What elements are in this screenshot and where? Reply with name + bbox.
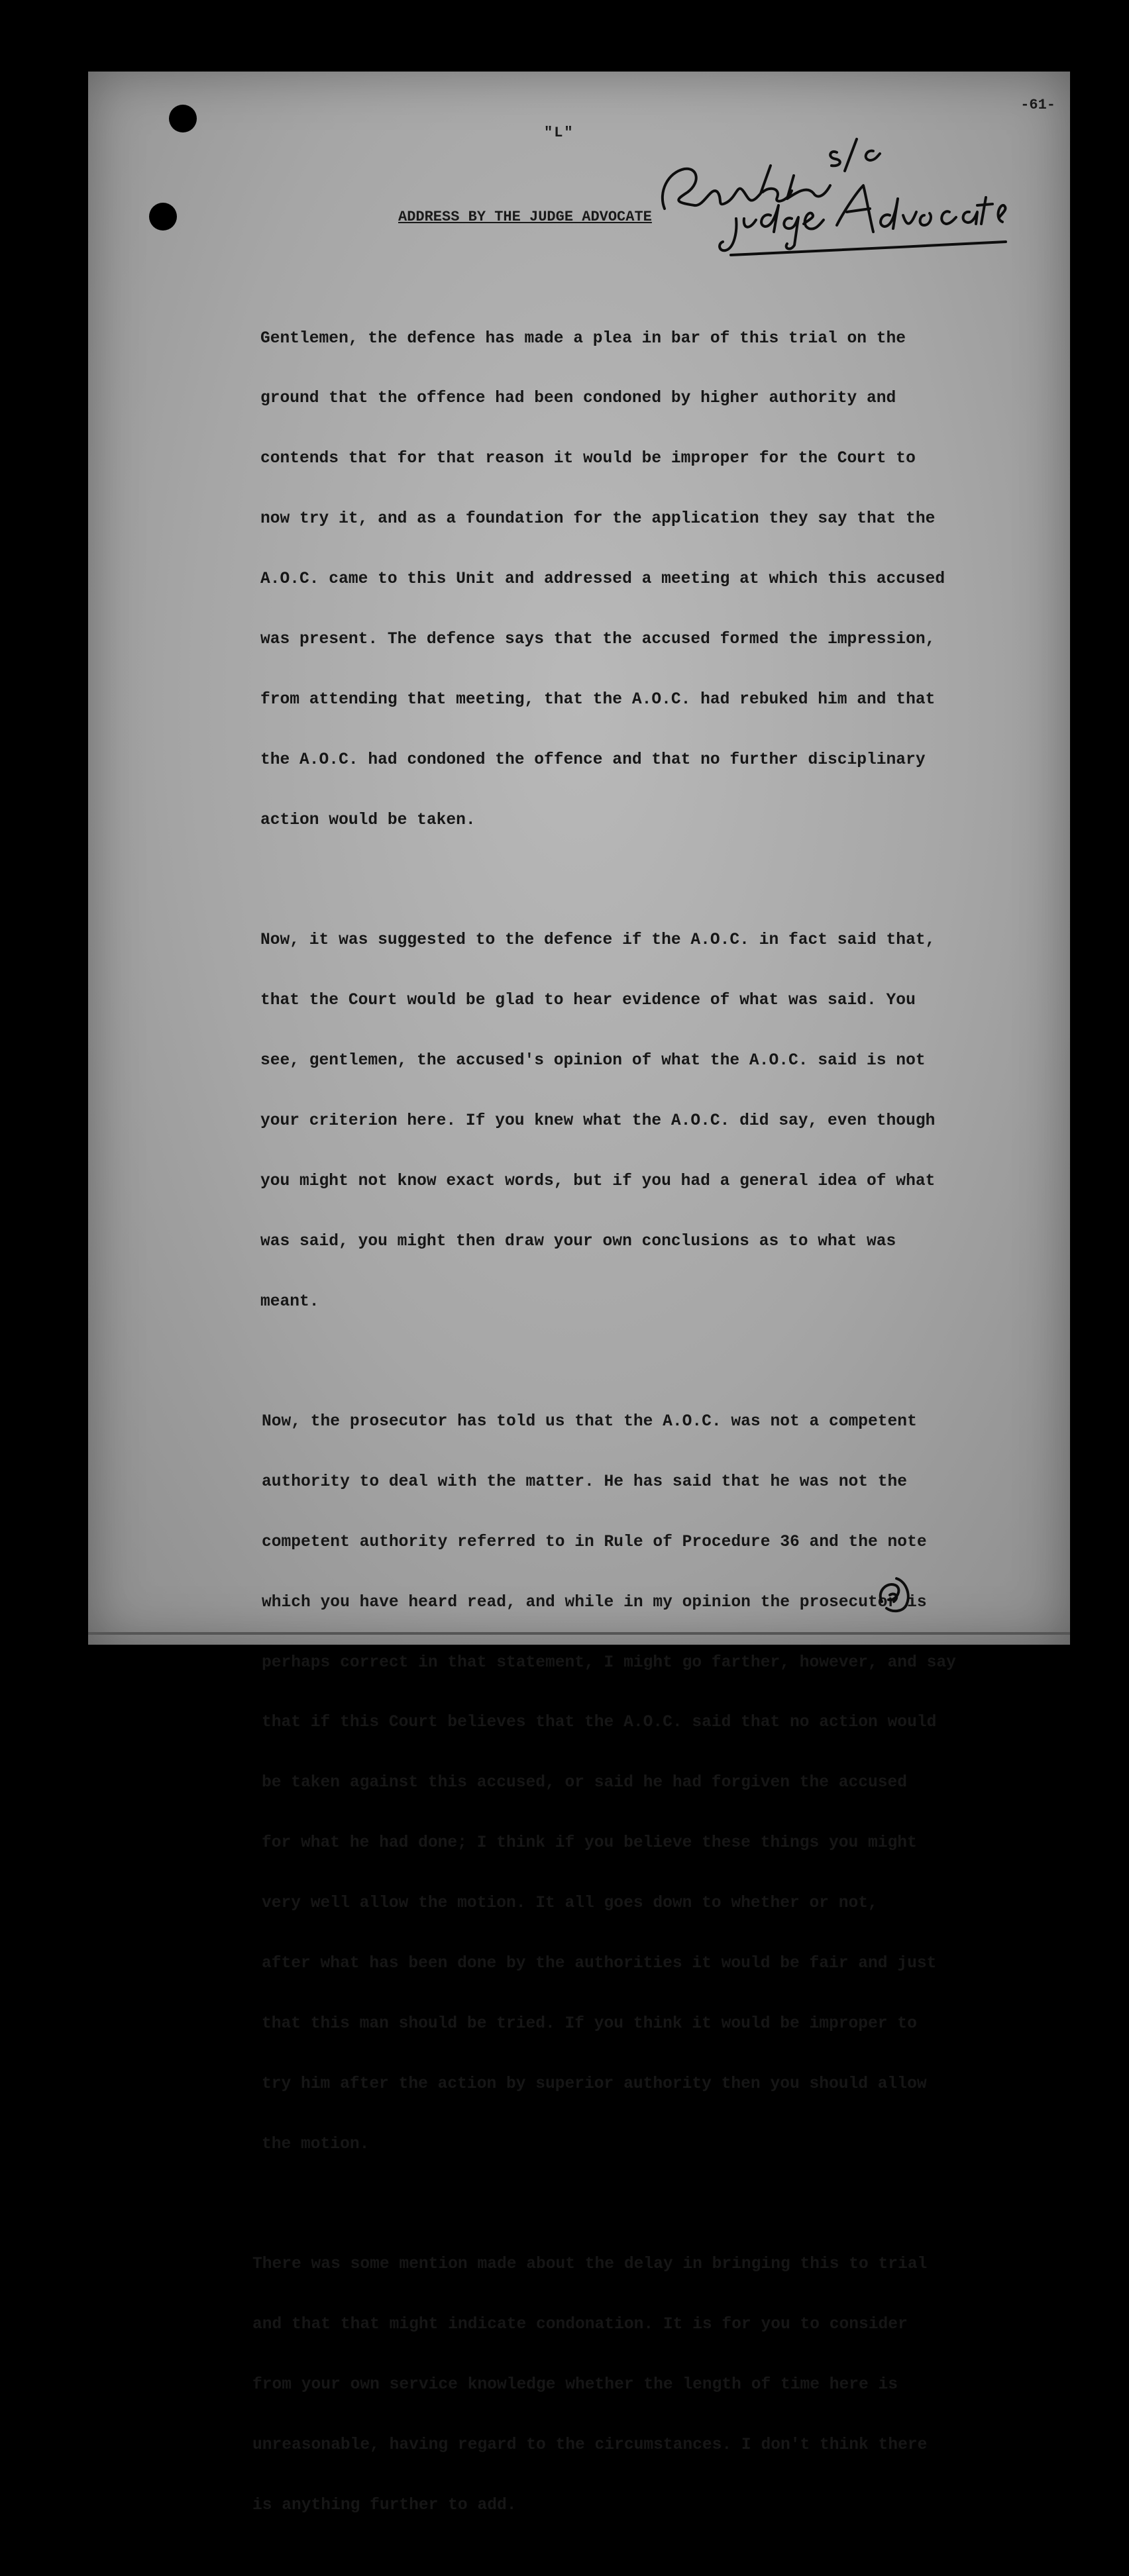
punch-hole-icon [149,203,177,231]
text-line: and that that might indicate condonation. It is for you to consider [252,2316,908,2334]
text-line: Now, it was suggested to the defence if the A.O.C. in fact said that, [260,931,936,950]
text-line: be taken against this accused, or said he had forgiven the accused [262,1774,908,1792]
text-line: for what he had done; I think if you believe these things you might [262,1834,917,1853]
page-number: -61- [1020,97,1055,113]
text-line: that if this Court believes that the A.O.C. said that no action would [262,1714,937,1732]
exhibit-mark: "L" [544,125,574,141]
text-line: after what has been done by the authorities it would be fair and just [262,1955,937,1973]
document-title: ADDRESS BY THE JUDGE ADVOCATE [398,209,652,225]
text-line: see, gentlemen, the accused's opinion of what the A.O.C. said is not [260,1051,926,1070]
paragraph-3 [262,1372,1055,2194]
text-line: There was some mention made about the delay in bringing this to trial [252,2255,928,2274]
text-line: unreasonable, having regard to the circumstances. I don't think there [252,2436,928,2454]
document-body [252,289,1055,2576]
handwritten-signature [638,119,1009,291]
document-page [88,72,1070,2514]
text-line: your criterion here. If you knew what the A.O.C. did say, even though [260,1111,936,1130]
text-line: that the Court would be glad to hear evidence of what was said. You [260,992,916,1010]
text-line: try him after the action by superior authority then you should allow [262,2075,927,2093]
paragraph-2 [260,891,1055,1353]
text-line: Gentlemen, the defence has made a plea in bar of this trial on the [260,329,906,348]
text-line: the A.O.C. had condoned the offence and that no further disciplinary [260,750,926,769]
text-line: action would be taken. [260,811,476,829]
signature-icon [638,119,1009,291]
text-line: is anything further to add. [252,2496,517,2514]
text-line: perhaps correct in that statement, I might go farther, however, and say [262,1653,956,1672]
punch-hole-icon [169,105,197,132]
paragraph-4 [252,2215,1055,2556]
text-line: from attending that meeting, that the A.O.C. had rebuked him and that [260,690,936,709]
text-line: competent authority referred to in Rule of Procedure 36 and the note [262,1533,927,1551]
text-line: Now, the prosecutor has told us that the A.O.C. was not a competent [262,1413,917,1431]
text-line: authority to deal with the matter. He has said that he was not the [262,1472,908,1491]
bottom-divider [88,1632,1070,1635]
paragraph-1 [260,289,1055,871]
text-line: now try it, and as a foundation for the application they say that the [260,510,936,529]
initials-stamp-icon [870,1565,923,1618]
text-line: A.O.C. came to this Unit and addressed a meeting at which this accused [260,570,945,589]
text-line: ground that the offence had been condoned by higher authority and [260,389,896,408]
text-line: contends that for that reason it would be improper for the Court to [260,450,916,468]
text-line: from your own service knowledge whether the length of time here is [252,2375,898,2394]
text-line: you might not know exact words, but if you had a general idea of what [260,1172,936,1190]
text-line: that this man should be tried. If you think it would be improper to [262,2014,917,2033]
text-line: the motion. [262,2135,370,2153]
text-line: meant. [260,1292,319,1311]
text-line: was present. The defence says that the accused formed the impression, [260,631,936,649]
text-line: which you have heard read, and while in my opinion the prosecutor is [262,1593,927,1612]
text-line: was said, you might then draw your own conclusions as to what was [260,1232,896,1251]
text-line: very well allow the motion. It all goes down to whether or not, [262,1894,878,1913]
